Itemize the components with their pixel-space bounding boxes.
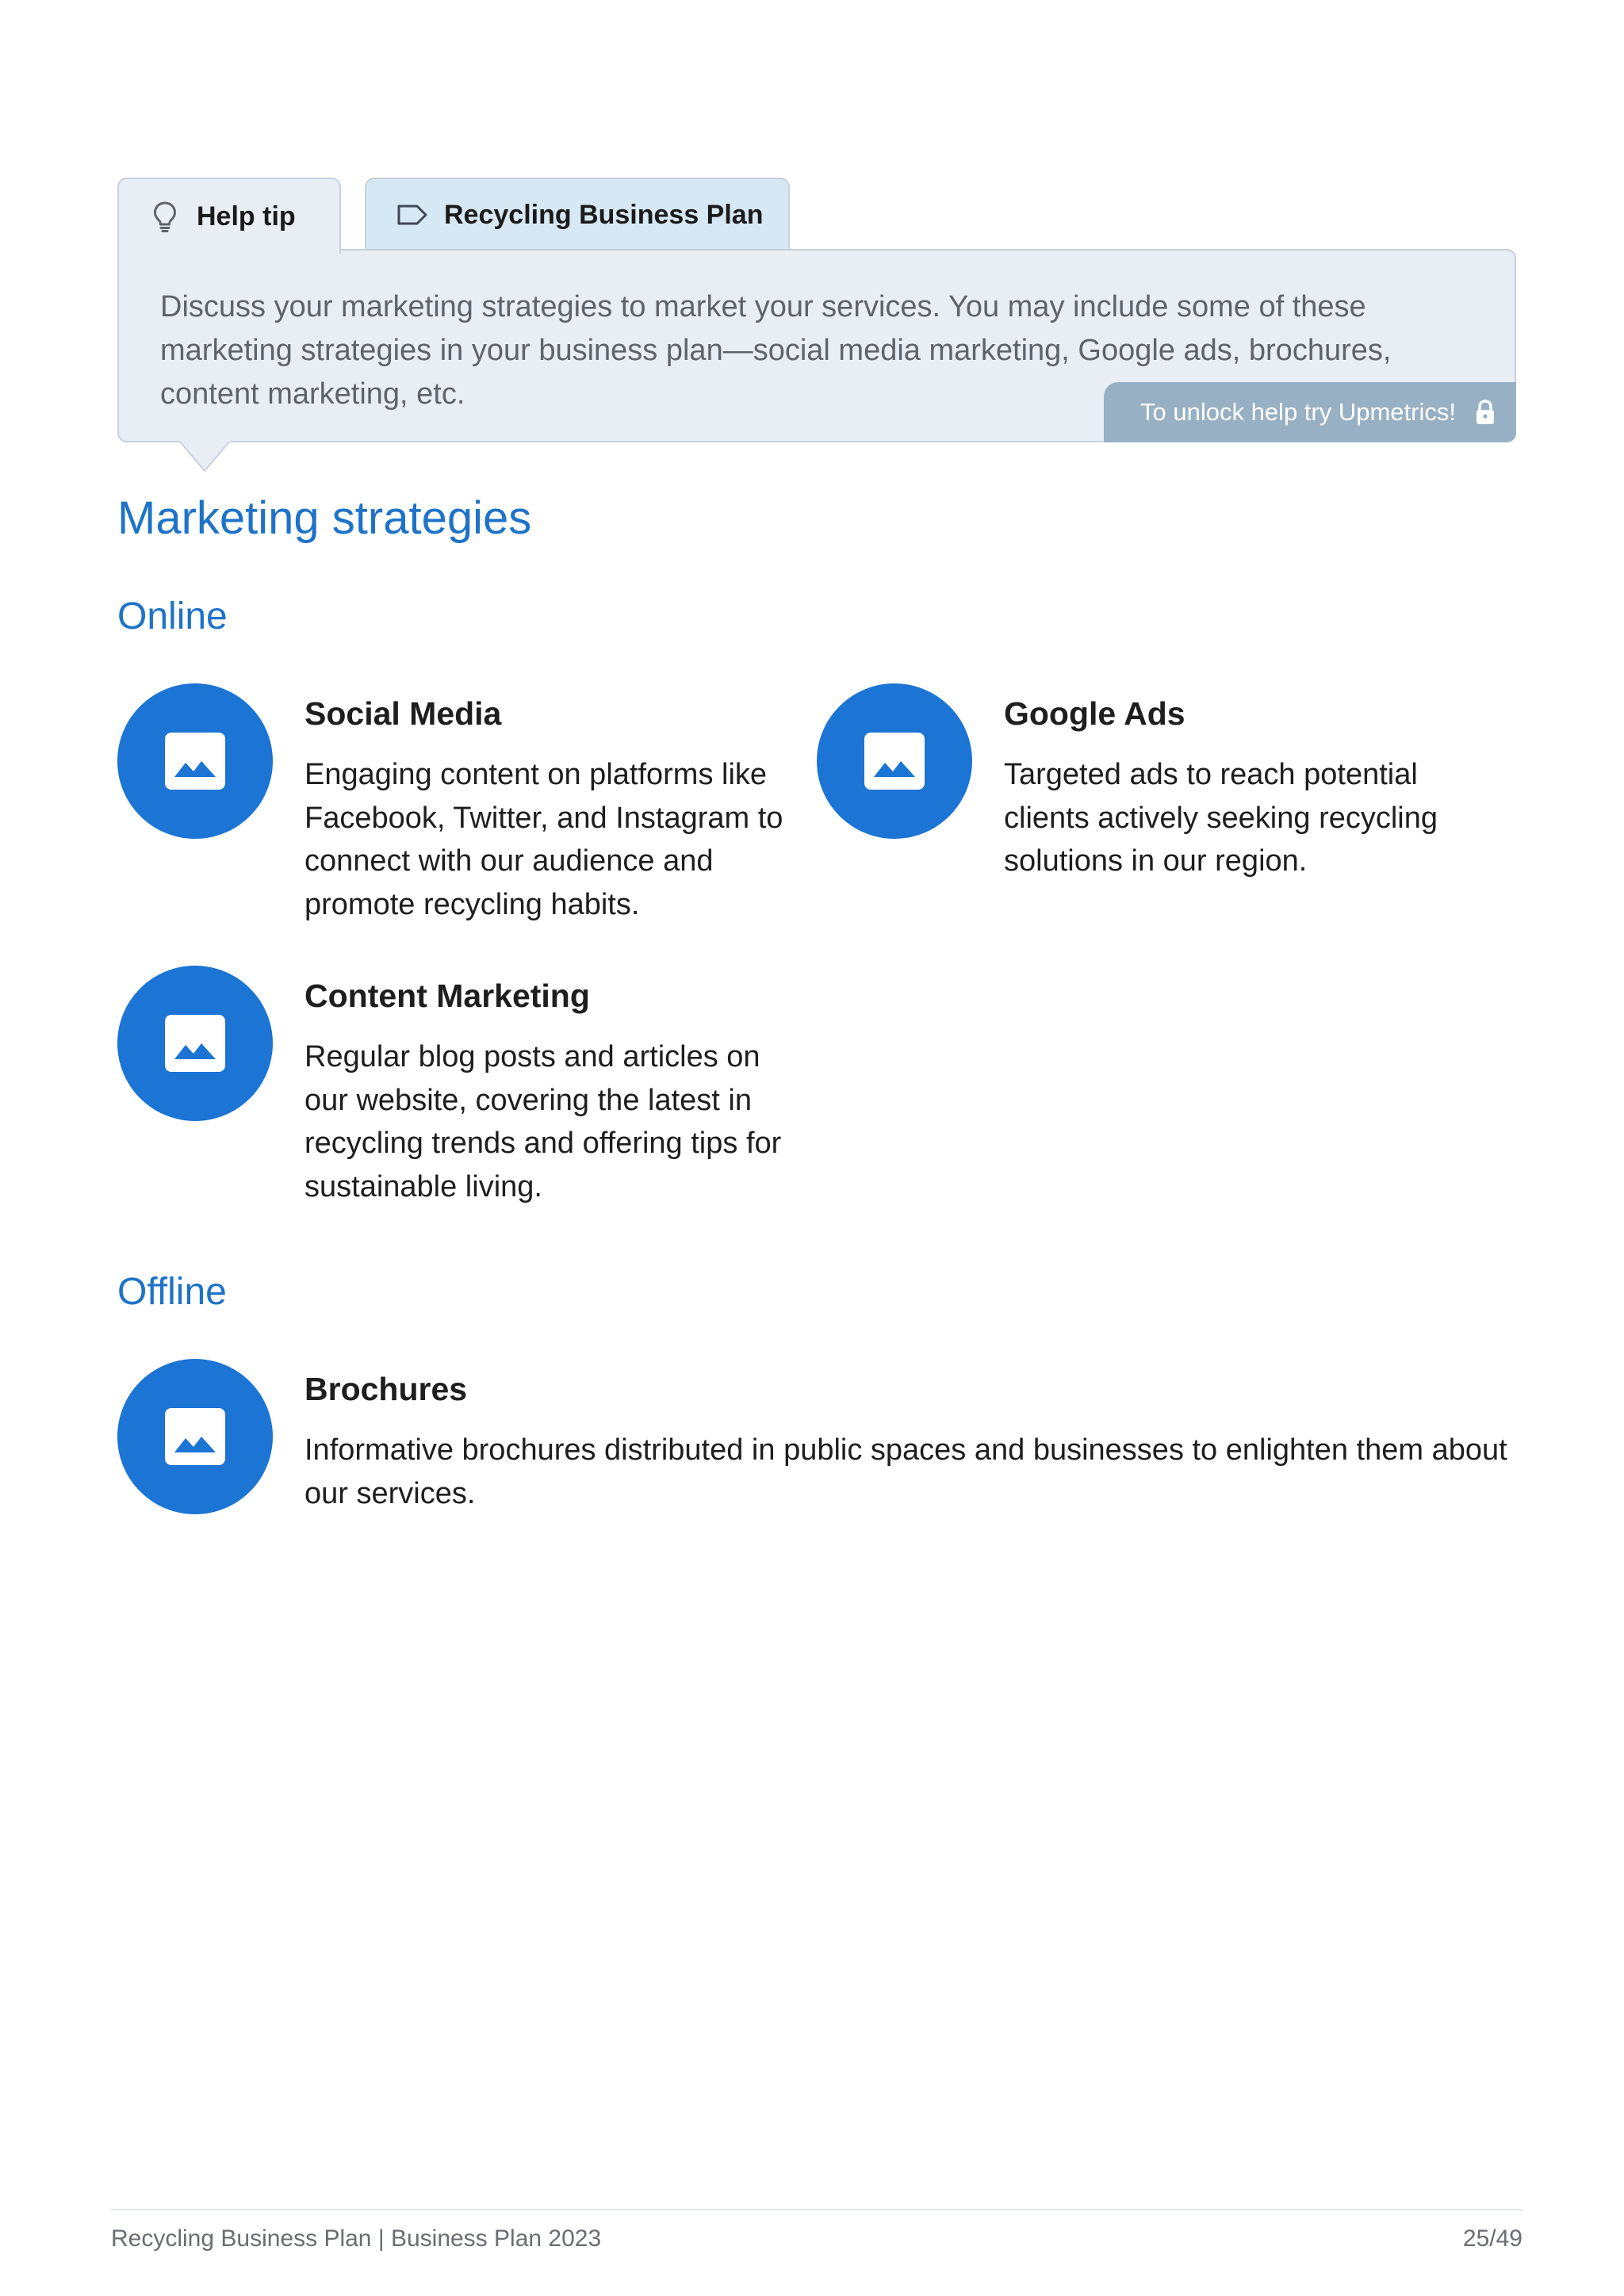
tag-icon xyxy=(396,199,428,231)
tab-help-tip-label: Help tip xyxy=(197,201,296,232)
strategy-title: Social Media xyxy=(304,695,502,732)
tab-recycling-business-plan-label: Recycling Business Plan xyxy=(444,199,764,230)
unlock-help-button[interactable] xyxy=(1104,382,1516,442)
page-title: Marketing strategies xyxy=(117,492,532,544)
lightbulb-icon xyxy=(149,201,181,232)
image-icon xyxy=(117,683,273,839)
help-tip-box xyxy=(117,249,1516,442)
page-number: 25/49 xyxy=(1462,2225,1522,2252)
strategy-description: Regular blog posts and articles on our website, covering the latest in recycling trends and offering tips for sustainable living. xyxy=(304,1040,782,1203)
image-icon xyxy=(817,683,972,839)
section-heading-online: Online xyxy=(117,595,228,637)
strategy-description: Engaging content on platforms like Facebook, Twitter, and Instagram to connect with our audience and promote recycling habits. xyxy=(304,758,783,921)
lock-icon xyxy=(1473,399,1497,426)
tab-recycling-business-plan[interactable] xyxy=(365,178,790,251)
tab-help-tip[interactable] xyxy=(117,178,341,254)
footer-divider xyxy=(111,2209,1522,2210)
footer-document-title: Recycling Business Plan | Business Plan 2023 xyxy=(111,2225,602,2252)
help-tip-pointer xyxy=(179,439,230,474)
strategy-title: Google Ads xyxy=(1004,695,1185,732)
strategy-description: Targeted ads to reach potential clients actively seeking recycling solutions in our region. xyxy=(1004,758,1438,878)
help-tip-text: Discuss your marketing strategies to market your services. You may include some of these marketing strategies in your business plan—social media marketing, Google ads, brochures, content marketing, etc. xyxy=(160,290,1392,411)
strategy-title: Brochures xyxy=(304,1371,468,1407)
unlock-help-label: To unlock help try Upmetrics! xyxy=(1140,398,1456,426)
image-icon xyxy=(117,966,273,1121)
section-heading-offline: Offline xyxy=(117,1271,227,1313)
strategy-title: Content Marketing xyxy=(304,978,590,1014)
image-icon xyxy=(117,1359,273,1514)
strategy-description: Informative brochures distributed in public spaces and businesses to enlighten them about our services. xyxy=(304,1433,1507,1510)
